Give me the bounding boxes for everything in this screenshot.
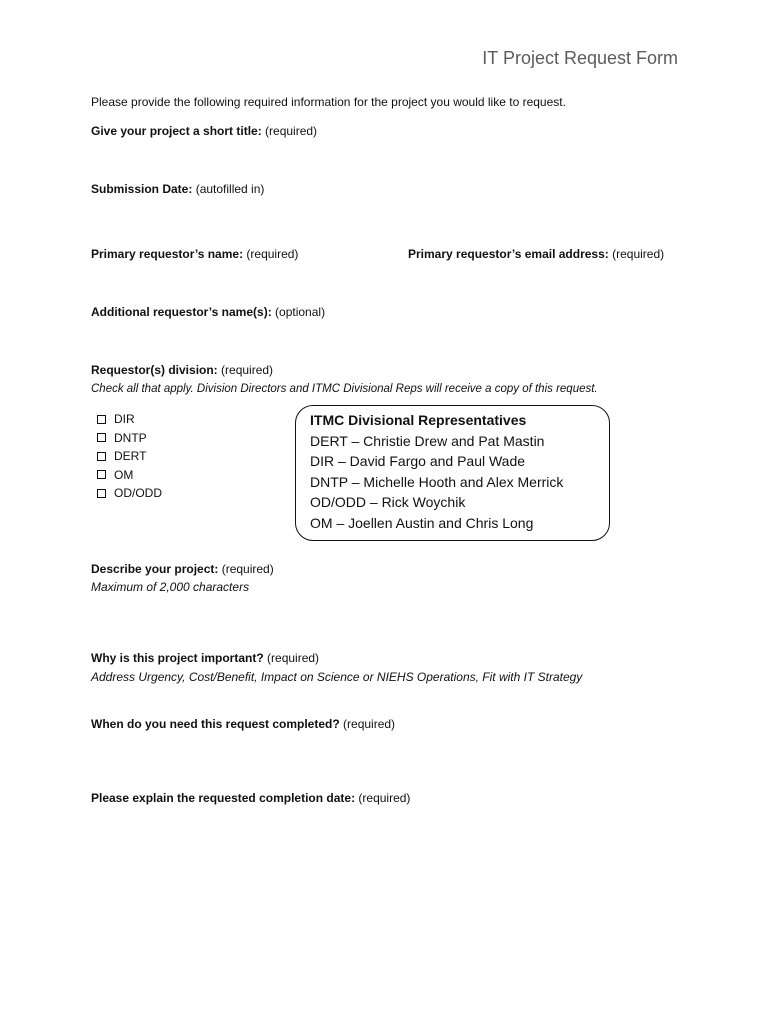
explain-date-field[interactable]	[91, 790, 410, 806]
division-label: DNTP	[114, 430, 147, 445]
checkbox[interactable]	[97, 489, 106, 498]
primary-name-field[interactable]	[91, 246, 298, 262]
field-label: Why is this project important?	[91, 651, 264, 665]
division-label: OD/ODD	[114, 486, 162, 501]
field-note: (required)	[218, 562, 274, 576]
reps-line: OM – Joellen Austin and Chris Long	[310, 514, 534, 531]
intro-text: Please provide the following required information for the project you would like to request.	[91, 95, 566, 109]
division-instructions: Check all that apply. Division Directors and ITMC Divisional Reps will receive a copy of this request.	[91, 383, 598, 395]
field-note: (required)	[355, 791, 411, 805]
completion-field[interactable]	[91, 716, 395, 732]
describe-field[interactable]	[91, 561, 274, 577]
division-option-dert[interactable]	[97, 447, 162, 466]
describe-instructions: Maximum of 2,000 characters	[91, 580, 250, 594]
division-option-dntp[interactable]	[97, 429, 162, 448]
field-note: (required)	[263, 651, 320, 665]
field-label: Submission Date:	[91, 182, 193, 196]
division-checklist	[97, 410, 162, 503]
form-title: IT Project Request Form	[482, 48, 678, 68]
importance-field[interactable]	[91, 650, 319, 666]
field-label: Describe your project:	[91, 562, 219, 576]
division-field	[91, 362, 273, 378]
division-label: DIR	[114, 412, 135, 427]
itmc-reps-box	[295, 405, 610, 541]
reps-line: DERT – Christie Drew and Pat Mastin	[310, 432, 545, 449]
field-note: (autofilled in)	[192, 182, 265, 196]
field-label: Give your project a short title:	[91, 124, 262, 138]
field-note: (required)	[608, 247, 665, 261]
division-option-dir[interactable]	[97, 410, 162, 429]
field-note: (required)	[217, 363, 274, 377]
reps-line: DIR – David Fargo and Paul Wade	[310, 453, 526, 469]
field-label: Requestor(s) division:	[91, 363, 218, 377]
reps-line: OD/ODD – Rick Woychik	[310, 494, 466, 510]
field-label: When do you need this request completed?	[91, 717, 340, 731]
checkbox[interactable]	[97, 415, 106, 424]
field-label: Additional requestor’s name(s):	[91, 305, 272, 319]
importance-instructions: Address Urgency, Cost/Benefit, Impact on Science or NIEHS Operations, Fit with IT Strategy	[91, 670, 583, 684]
field-label: Primary requestor’s name:	[91, 247, 244, 261]
checkbox[interactable]	[97, 470, 106, 479]
reps-heading: ITMC Divisional Representatives	[310, 412, 527, 428]
division-label: DERT	[114, 449, 147, 464]
field-label: Please explain the requested completion date:	[91, 791, 356, 805]
additional-names-field[interactable]	[91, 304, 325, 320]
field-note: (required)	[339, 717, 396, 731]
submission-date-field	[91, 181, 264, 197]
field-note: (optional)	[271, 305, 326, 319]
primary-email-field[interactable]	[408, 246, 664, 262]
short-title-field[interactable]	[91, 123, 317, 139]
reps-line: DNTP – Michelle Hooth and Alex Merrick	[310, 473, 564, 490]
division-option-od-odd[interactable]	[97, 484, 162, 503]
field-note: (required)	[261, 124, 318, 138]
division-option-om[interactable]	[97, 466, 162, 485]
field-note: (required)	[243, 247, 299, 261]
checkbox[interactable]	[97, 433, 106, 442]
checkbox[interactable]	[97, 452, 106, 461]
division-label: OM	[114, 467, 134, 482]
field-label: Primary requestor’s email address:	[408, 247, 609, 261]
